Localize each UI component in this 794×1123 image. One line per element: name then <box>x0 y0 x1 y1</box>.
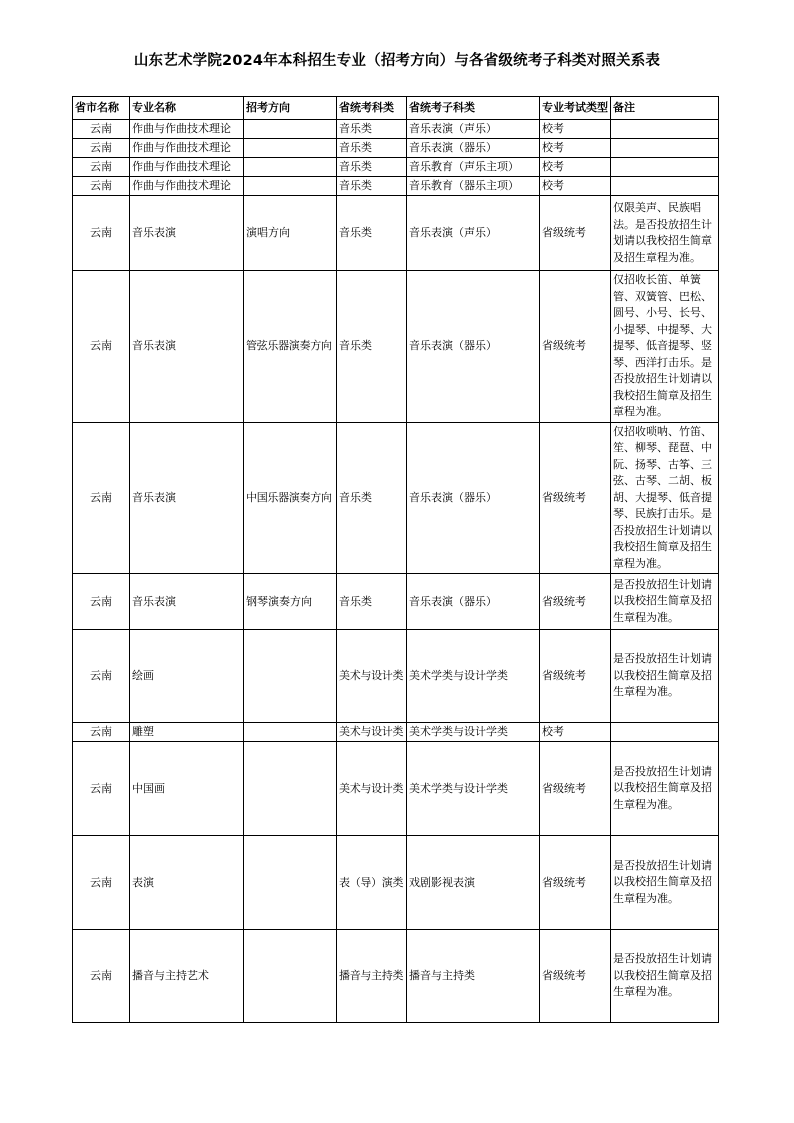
cell-direction: 钢琴演奏方向 <box>244 574 337 630</box>
cell-note: 仅招收唢呐、竹笛、笙、柳琴、琵琶、中阮、扬琴、古筝、三弦、古琴、二胡、板胡、大提琴、低音提琴、民族打击乐。是否投放招生计划请以我校招生简章及招生章程为准。 <box>611 422 719 574</box>
cell-subcategory: 音乐表演（声乐） <box>407 120 540 139</box>
cell-province: 云南 <box>73 271 130 423</box>
cell-category: 播音与主持类 <box>337 930 407 1023</box>
cell-major: 中国画 <box>130 742 244 836</box>
cell-exam-type: 校考 <box>540 120 611 139</box>
table-row <box>73 630 719 723</box>
cell-major: 表演 <box>130 836 244 930</box>
cell-category: 美术与设计类 <box>337 742 407 836</box>
cell-province: 云南 <box>73 574 130 630</box>
cell-province: 云南 <box>73 723 130 742</box>
cell-major: 播音与主持艺术 <box>130 930 244 1023</box>
cell-subcategory: 戏剧影视表演 <box>407 836 540 930</box>
cell-direction <box>244 930 337 1023</box>
cell-major: 作曲与作曲技术理论 <box>130 120 244 139</box>
cell-direction <box>244 177 337 196</box>
cell-province: 云南 <box>73 158 130 177</box>
cell-note <box>611 120 719 139</box>
cell-note: 是否投放招生计划请以我校招生简章及招生章程为准。 <box>611 742 719 836</box>
cell-note <box>611 723 719 742</box>
table-row <box>73 177 719 196</box>
cell-direction: 演唱方向 <box>244 196 337 271</box>
cell-exam-type: 省级统考 <box>540 930 611 1023</box>
cell-major: 作曲与作曲技术理论 <box>130 177 244 196</box>
cell-province: 云南 <box>73 139 130 158</box>
cell-category: 音乐类 <box>337 177 407 196</box>
cell-major: 音乐表演 <box>130 196 244 271</box>
cell-major: 作曲与作曲技术理论 <box>130 158 244 177</box>
cell-exam-type: 校考 <box>540 158 611 177</box>
cell-province: 云南 <box>73 930 130 1023</box>
cell-exam-type: 省级统考 <box>540 271 611 423</box>
cell-subcategory: 音乐教育（声乐主项） <box>407 158 540 177</box>
cell-major: 音乐表演 <box>130 574 244 630</box>
cell-direction <box>244 630 337 723</box>
table-row <box>73 139 719 158</box>
cell-province: 云南 <box>73 742 130 836</box>
cell-note: 是否投放招生计划请以我校招生简章及招生章程为准。 <box>611 836 719 930</box>
cell-subcategory: 音乐表演（器乐） <box>407 422 540 574</box>
table-row <box>73 196 719 271</box>
admission-table <box>72 96 719 1023</box>
cell-province: 云南 <box>73 836 130 930</box>
cell-subcategory: 音乐表演（器乐） <box>407 574 540 630</box>
cell-note <box>611 177 719 196</box>
cell-exam-type: 省级统考 <box>540 196 611 271</box>
cell-category: 音乐类 <box>337 574 407 630</box>
table-header-row <box>73 97 719 120</box>
header-exam-type: 专业考试类型 <box>540 97 611 120</box>
cell-direction <box>244 742 337 836</box>
cell-category: 美术与设计类 <box>337 630 407 723</box>
cell-direction <box>244 158 337 177</box>
cell-note <box>611 158 719 177</box>
cell-note: 是否投放招生计划请以我校招生简章及招生章程为准。 <box>611 930 719 1023</box>
cell-direction <box>244 139 337 158</box>
table-row <box>73 271 719 423</box>
cell-subcategory: 美术学类与设计学类 <box>407 742 540 836</box>
table-row <box>73 422 719 574</box>
cell-province: 云南 <box>73 177 130 196</box>
cell-province: 云南 <box>73 196 130 271</box>
cell-province: 云南 <box>73 120 130 139</box>
cell-major: 绘画 <box>130 630 244 723</box>
header-subcategory: 省统考子科类 <box>407 97 540 120</box>
cell-subcategory: 美术学类与设计学类 <box>407 723 540 742</box>
cell-category: 音乐类 <box>337 120 407 139</box>
table-row <box>73 574 719 630</box>
table-row <box>73 742 719 836</box>
cell-subcategory: 音乐教育（器乐主项） <box>407 177 540 196</box>
cell-category: 音乐类 <box>337 271 407 423</box>
table-row <box>73 836 719 930</box>
cell-direction: 管弦乐器演奏方向 <box>244 271 337 423</box>
cell-direction <box>244 723 337 742</box>
table-row <box>73 930 719 1023</box>
cell-direction: 中国乐器演奏方向 <box>244 422 337 574</box>
cell-subcategory: 音乐表演（声乐） <box>407 196 540 271</box>
cell-direction <box>244 120 337 139</box>
page-title: 山东艺术学院2024年本科招生专业（招考方向）与各省级统考子科类对照关系表 <box>133 53 661 69</box>
cell-category: 音乐类 <box>337 158 407 177</box>
cell-exam-type: 校考 <box>540 723 611 742</box>
header-note: 备注 <box>611 97 719 120</box>
cell-category: 音乐类 <box>337 422 407 574</box>
table-row <box>73 158 719 177</box>
cell-subcategory: 音乐表演（器乐） <box>407 139 540 158</box>
cell-subcategory: 播音与主持类 <box>407 930 540 1023</box>
cell-exam-type: 校考 <box>540 139 611 158</box>
cell-note: 是否投放招生计划请以我校招生简章及招生章程为准。 <box>611 630 719 723</box>
cell-major: 音乐表演 <box>130 271 244 423</box>
cell-category: 表（导）演类 <box>337 836 407 930</box>
cell-major: 音乐表演 <box>130 422 244 574</box>
table-row <box>73 120 719 139</box>
table-row <box>73 723 719 742</box>
cell-note <box>611 139 719 158</box>
header-major: 专业名称 <box>130 97 244 120</box>
cell-province: 云南 <box>73 630 130 723</box>
cell-exam-type: 校考 <box>540 177 611 196</box>
cell-exam-type: 省级统考 <box>540 630 611 723</box>
cell-note: 仅招收长笛、单簧管、双簧管、巴松、圆号、小号、长号、小提琴、中提琴、大提琴、低音提琴、竖琴、西洋打击乐。是否投放招生计划请以我校招生简章及招生章程为准。 <box>611 271 719 423</box>
cell-exam-type: 省级统考 <box>540 422 611 574</box>
cell-category: 美术与设计类 <box>337 723 407 742</box>
cell-exam-type: 省级统考 <box>540 574 611 630</box>
cell-exam-type: 省级统考 <box>540 742 611 836</box>
cell-subcategory: 音乐表演（器乐） <box>407 271 540 423</box>
cell-exam-type: 省级统考 <box>540 836 611 930</box>
cell-category: 音乐类 <box>337 196 407 271</box>
header-direction: 招考方向 <box>244 97 337 120</box>
cell-major: 作曲与作曲技术理论 <box>130 139 244 158</box>
cell-subcategory: 美术学类与设计学类 <box>407 630 540 723</box>
cell-province: 云南 <box>73 422 130 574</box>
cell-note: 是否投放招生计划请以我校招生简章及招生章程为准。 <box>611 574 719 630</box>
cell-major: 雕塑 <box>130 723 244 742</box>
cell-direction <box>244 836 337 930</box>
header-category: 省统考科类 <box>337 97 407 120</box>
cell-category: 音乐类 <box>337 139 407 158</box>
header-province: 省市名称 <box>73 97 130 120</box>
cell-note: 仅限美声、民族唱法。是否投放招生计划请以我校招生简章及招生章程为准。 <box>611 196 719 271</box>
